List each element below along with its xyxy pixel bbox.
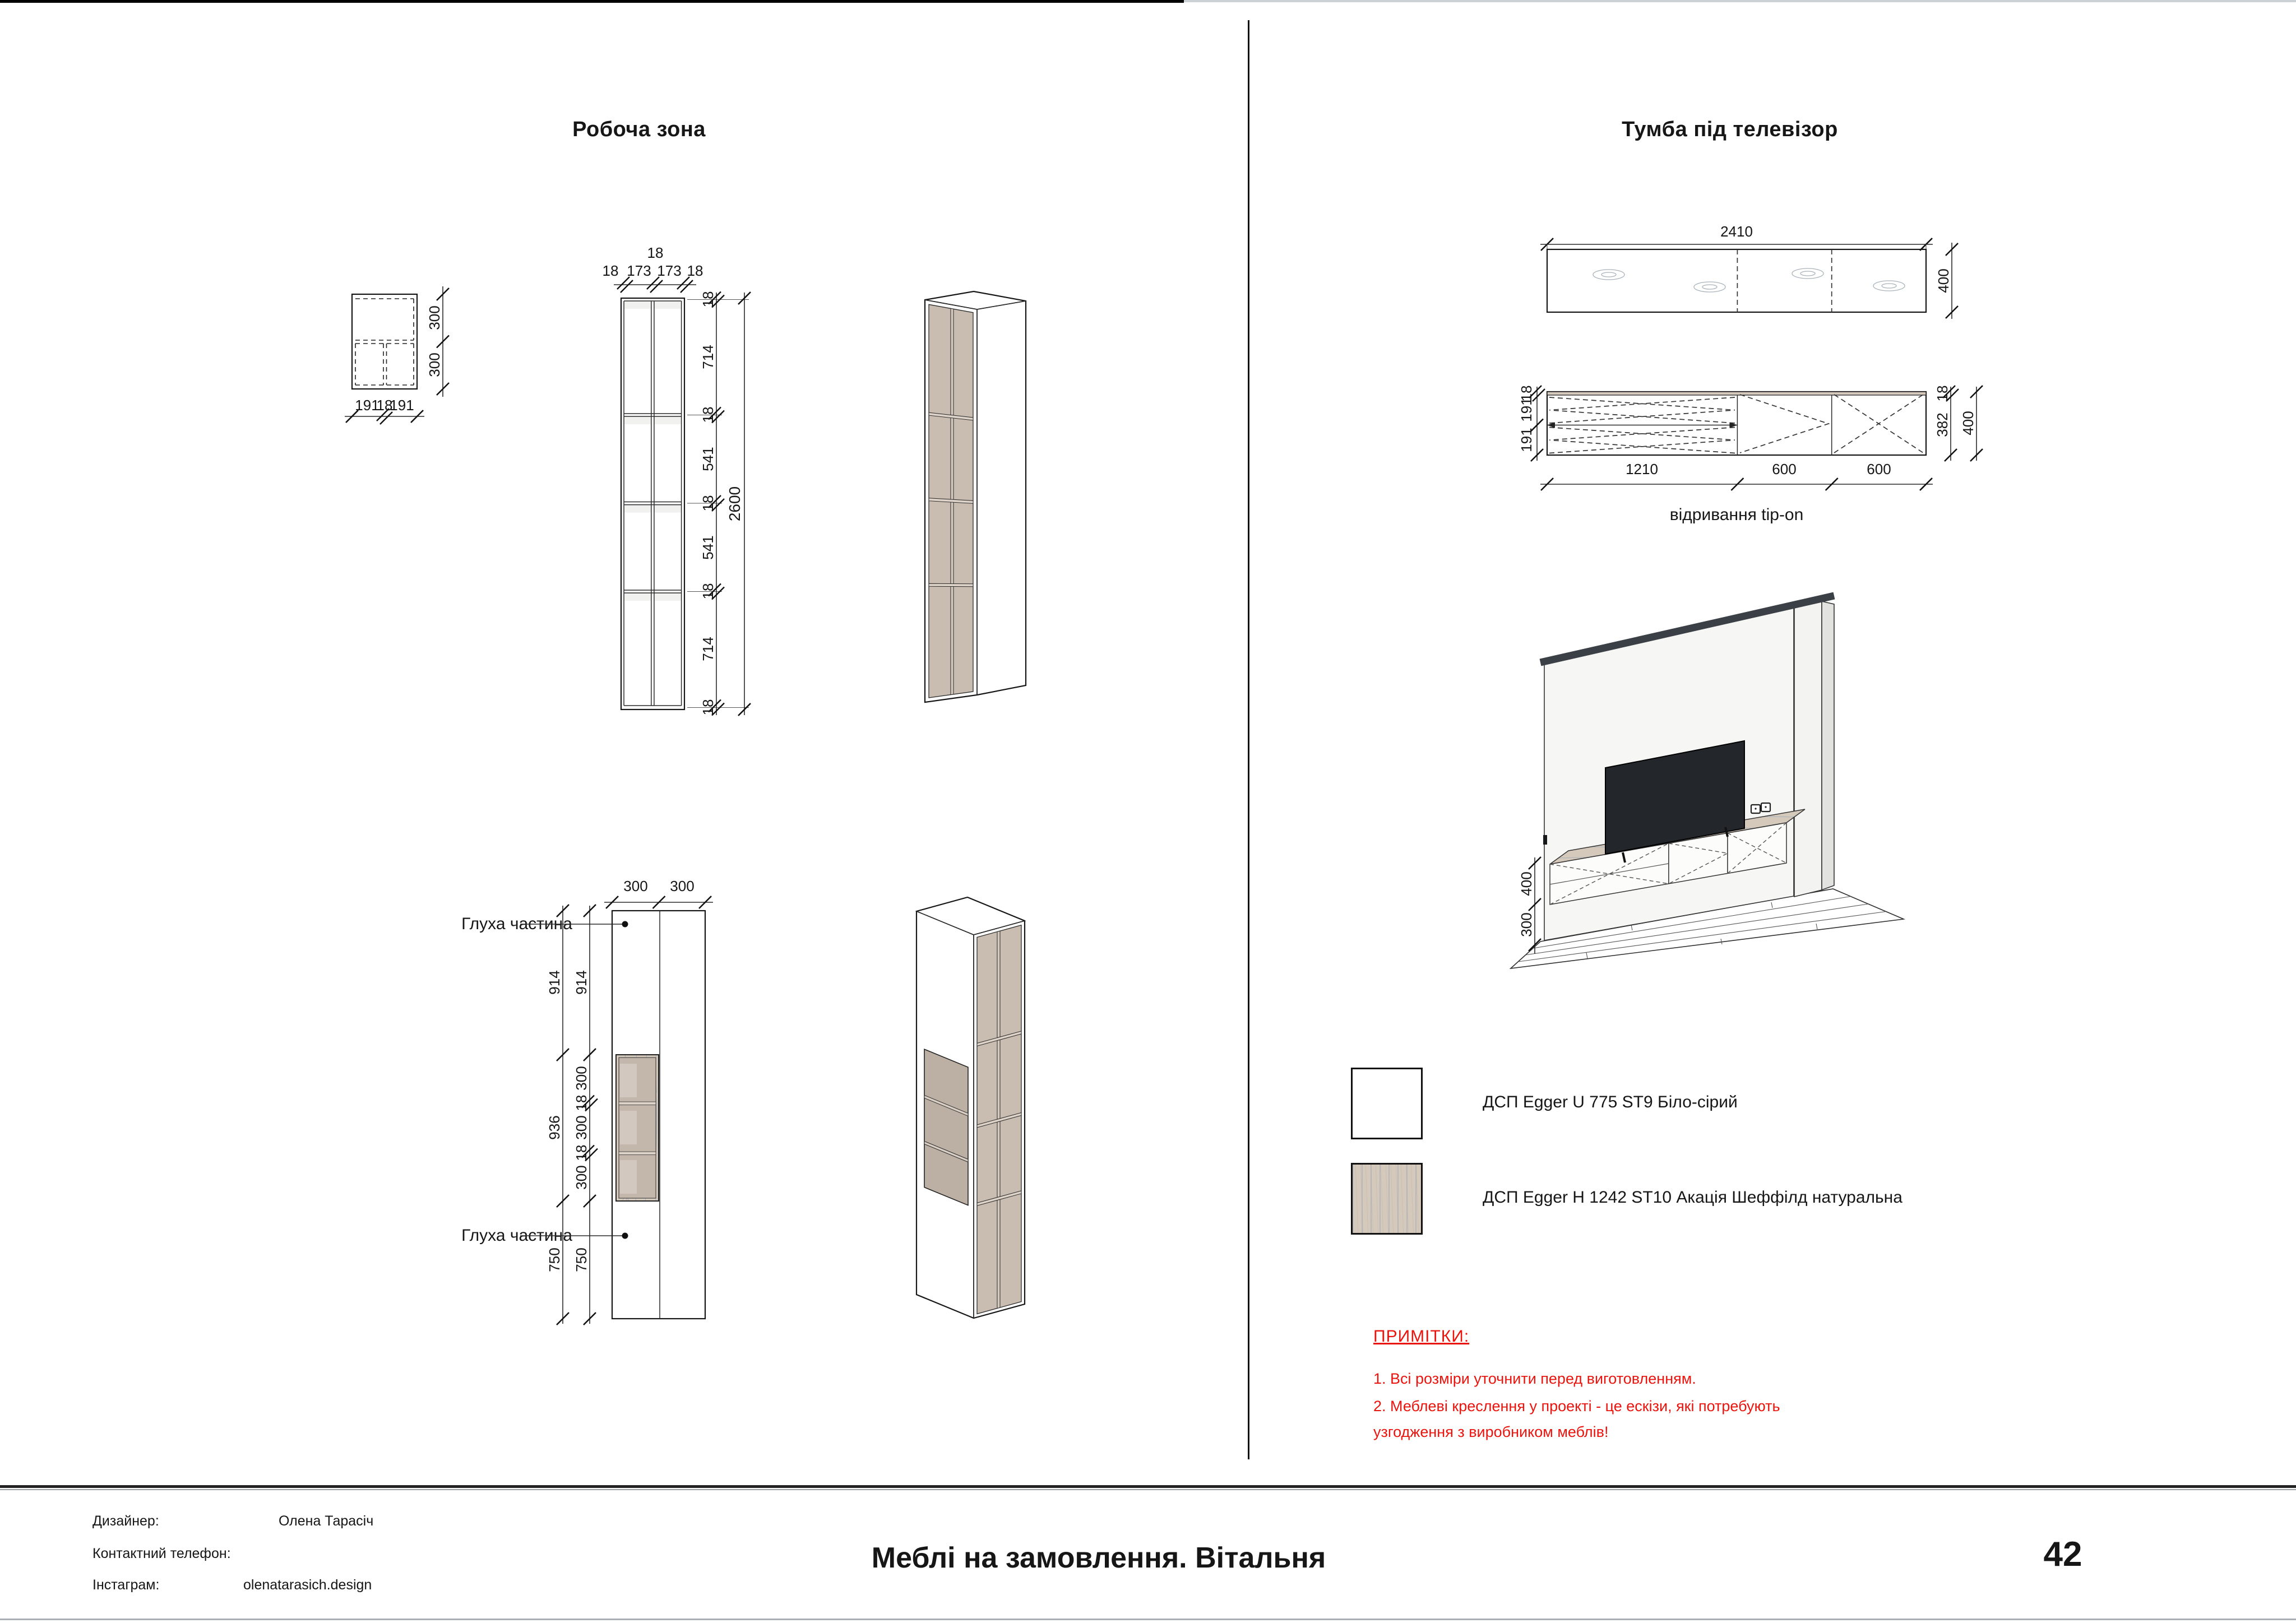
callout-label: Глуха частина [461, 915, 572, 933]
dim-label: 191 [355, 397, 379, 414]
bottom-border [0, 1619, 2296, 1620]
blind-part-callout-bottom [461, 1226, 628, 1245]
side-cutout [924, 1049, 968, 1205]
legend-swatch-white [1351, 1068, 1423, 1139]
dim-label: 18 [376, 397, 393, 414]
blind-part-callout-top [461, 915, 628, 933]
dim-label: 400 [1960, 411, 1976, 435]
compartment-shading [624, 301, 682, 601]
workzone-iso-lower [902, 885, 1043, 1328]
dim-label: 400 [1518, 871, 1535, 896]
dim-label: 18 [647, 244, 664, 261]
dim-label: 300 [573, 1066, 590, 1091]
dim-label: 18 [1934, 385, 1951, 402]
plan-dim-bottom [345, 397, 424, 424]
dim-label: 300 [670, 878, 695, 894]
tvfront-dim-total [1960, 386, 1983, 461]
tvtop-dim-depth [1935, 243, 1958, 319]
callout-label: Глуха частина [461, 1226, 572, 1245]
notes-heading: ПРИМІТКИ: [1373, 1327, 1470, 1346]
dim-label: 714 [700, 637, 716, 661]
tvfront-chain-bottom [1540, 461, 1933, 490]
footer-instagram-label: Інстаграм: [92, 1577, 160, 1593]
dim-label: 18 [700, 583, 716, 600]
workzone-side-view [392, 857, 785, 1351]
top-border-right [1184, 0, 2296, 2]
dim-label: 18 [602, 262, 619, 279]
footer-rule-shadow [0, 1489, 2296, 1490]
section-title-tvunit: Тумба під телевізор [1622, 118, 1838, 141]
dim-label: 914 [573, 970, 590, 995]
plan-dim-right [426, 286, 449, 397]
wall-column [1794, 601, 1834, 897]
workzone-front-view [583, 241, 774, 745]
wood-knots [1593, 268, 1905, 292]
note-line-1: 1. Всі розміри уточнити перед виготовленням. [1373, 1370, 1696, 1387]
panel-divider [1248, 20, 1249, 1459]
top-border-left [0, 0, 1184, 3]
footer-designer-label: Дизайнер: [92, 1513, 159, 1529]
tv-top-view [1525, 219, 2007, 347]
dim-label: 750 [573, 1248, 590, 1272]
dim-label: 2410 [1720, 223, 1753, 240]
tvfront-chain-right [1934, 386, 1959, 461]
dim-label: 191 [1518, 428, 1535, 452]
legend-swatch-wood [1351, 1163, 1423, 1235]
footer-instagram-value: olenatarasich.design [243, 1577, 372, 1593]
document-title: Меблі на замовлення. Вітальня [871, 1542, 1326, 1574]
tvfront-chain-left [1518, 386, 1545, 461]
dim-label: 18 [1518, 385, 1535, 402]
dim-label: 173 [657, 262, 682, 279]
dim-label: 750 [546, 1248, 563, 1272]
dim-label: 191 [390, 397, 414, 414]
side-dim-top [604, 878, 713, 908]
dim-label: 300 [573, 1165, 590, 1190]
tvtop-dim-width [1540, 223, 1933, 251]
dim-label: 18 [700, 699, 716, 716]
front-dim-top [603, 244, 703, 293]
workzone-plan-view [328, 272, 474, 434]
dim-label: 191 [1518, 397, 1535, 422]
side-chain-a [546, 905, 569, 1325]
tvfront-caption: відривання tip-on [1669, 506, 1804, 524]
tv-iso-view [1502, 583, 1951, 970]
drawer-divider-arrow [1547, 423, 1737, 428]
legend-material-1: ДСП Egger U 775 ST9 Біло-сірий [1483, 1093, 1738, 1111]
section-title-workzone: Робоча зона [572, 118, 706, 141]
plan-hidden-lines [355, 299, 414, 385]
dim-label: 541 [700, 447, 716, 471]
dim-label: 2600 [726, 486, 743, 522]
footer-designer-value: Олена Тарасіч [279, 1513, 374, 1529]
wall-switch [1543, 835, 1547, 845]
dim-label: 18 [573, 1095, 590, 1111]
dim-label: 18 [700, 406, 716, 423]
footer-rule [0, 1485, 2296, 1488]
dim-label: 600 [1867, 461, 1891, 477]
tviso-dims [1518, 857, 1541, 954]
dim-label: 18 [700, 291, 716, 308]
tv-front-view [1491, 370, 2007, 555]
front-cabinet-drawing [621, 298, 684, 710]
dim-label: 400 [1935, 268, 1952, 293]
dim-label: 173 [627, 262, 651, 279]
dim-label: 18 [573, 1144, 590, 1161]
dim-label: 936 [546, 1115, 563, 1140]
note-line-3: узгодження з виробником меблів! [1373, 1423, 1609, 1440]
front-dim-total [726, 292, 751, 716]
dim-label: 300 [623, 878, 648, 894]
dim-label: 300 [426, 353, 443, 377]
side-chain-b [573, 905, 598, 1325]
dim-label: 914 [546, 970, 563, 995]
legend-material-2: ДСП Egger H 1242 ST10 Акація Шеффілд натуральна [1483, 1188, 1902, 1207]
dim-label: 600 [1772, 461, 1797, 477]
page-number: 42 [2043, 1535, 2082, 1574]
dim-label: 300 [573, 1115, 590, 1140]
opening-symbols [1549, 395, 1923, 453]
open-niche [616, 1055, 659, 1201]
workzone-iso-upper [902, 277, 1043, 720]
dim-label: 541 [700, 535, 716, 560]
wall-sockets [1751, 803, 1770, 813]
footer-phone-label: Контактний телефон: [92, 1546, 231, 1561]
dim-label: 18 [687, 262, 703, 279]
dim-label: 1210 [1626, 461, 1658, 477]
dim-label: 714 [700, 345, 716, 369]
dim-label: 300 [426, 305, 443, 330]
note-line-2: 2. Меблеві креслення у проекті - це ескізи, які потребують [1373, 1398, 1780, 1415]
dim-label: 382 [1934, 412, 1951, 437]
dim-label: 300 [1518, 912, 1535, 937]
dim-label: 18 [700, 495, 716, 512]
